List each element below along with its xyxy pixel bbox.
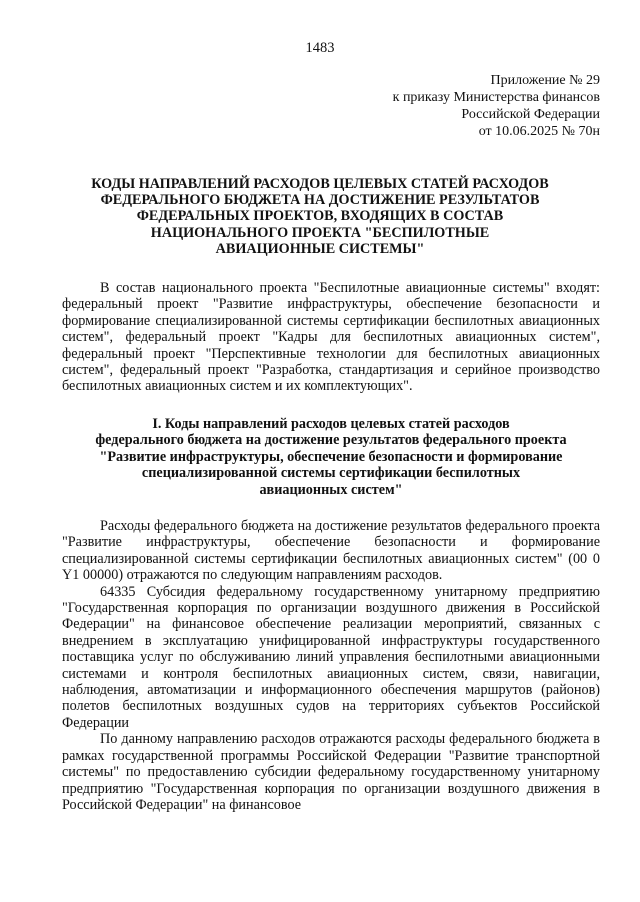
- title-line: КОДЫ НАПРАВЛЕНИЙ РАСХОДОВ ЦЕЛЕВЫХ СТАТЕЙ РАСХОДОВ: [91, 176, 549, 192]
- title-line: НАЦИОНАЛЬНОГО ПРОЕКТА "БЕСПИЛОТНЫЕ: [150, 224, 490, 241]
- section-heading-line: специализированной системы сертификации беспилотных: [141, 465, 521, 482]
- page-number: 1483: [305, 40, 335, 56]
- expense-code-paragraph: 64335 Субсидия федеральному государственному унитарному предприятию "Государственная корпорация по организации воздушного движения в Российской Федерации" на финансовое обеспечение реализации мероприятий, связанных с внедрением в эксплуатацию унифицированной инфраструктуры государственного поставщика услуг по обслуживанию линий управления беспилотными авиационными системами и контроля беспилотных авиационных систем, связи, навигации, наблюдения, автоматизации и информационного обеспечения маршрутов (районов) полетов беспилотных воздушных судов на территориях субъектов Российской Федерации: [62, 583, 600, 731]
- section-heading-line: авиационных систем": [259, 481, 403, 498]
- appendix-line: от 10.06.2025 № 70н: [478, 124, 600, 139]
- appendix-block: [360, 72, 600, 140]
- body-paragraph: По данному направлению расходов отражаются расходы федерального бюджета в рамках государственной программы Российской Федерации "Развитие транспортной системы" по предоставлению субсидии федеральному государственному унитарному предприятию "Государственная корпорация по организации воздушного движения в Российской Федерации" на финансовое: [62, 731, 600, 813]
- section-heading-line: "Развитие инфраструктуры, обеспечение безопасности и формирование: [99, 448, 563, 465]
- document-title: [60, 176, 580, 257]
- section-heading: [62, 416, 600, 498]
- intro-section: [62, 280, 600, 395]
- appendix-line: к приказу Министерства финансов: [392, 90, 600, 105]
- intro-paragraph: В состав национального проекта "Беспилотные авиационные системы" входят: федеральный проект "Развитие инфраструктуры, обеспечение безопасности и формирование специализированной системы сертификации беспилотных авиационных систем", федеральный проект "Кадры для беспилотных авиационных систем", федеральный проект "Перспективные технологии для беспилотных авиационных систем", федеральный проект "Разработка, стандартизация и серийное производство беспилотных авиационных систем и их комплектующих".: [62, 280, 600, 395]
- title-line: ФЕДЕРАЛЬНОГО БЮДЖЕТА НА ДОСТИЖЕНИЕ РЕЗУЛЬТАТОВ: [100, 192, 540, 209]
- appendix-line: Российской Федерации: [461, 107, 600, 122]
- section-heading-line: I. Коды направлений расходов целевых статей расходов: [152, 416, 510, 432]
- title-line: АВИАЦИОННЫЕ СИСТЕМЫ": [215, 240, 425, 257]
- main-body: [62, 518, 600, 813]
- title-line: ФЕДЕРАЛЬНЫХ ПРОЕКТОВ, ВХОДЯЩИХ В СОСТАВ: [136, 208, 504, 225]
- appendix-line: Приложение № 29: [490, 73, 600, 88]
- section-heading-line: федерального бюджета на достижение результатов федерального проекта: [95, 432, 567, 449]
- body-paragraph: Расходы федерального бюджета на достижение результатов федерального проекта "Развитие инфраструктуры, обеспечение безопасности и формирование специализированной системы сертификации беспилотных авиационных систем" (00 0 Y1 00000) отражаются по следующим направлениям расходов.: [62, 518, 600, 584]
